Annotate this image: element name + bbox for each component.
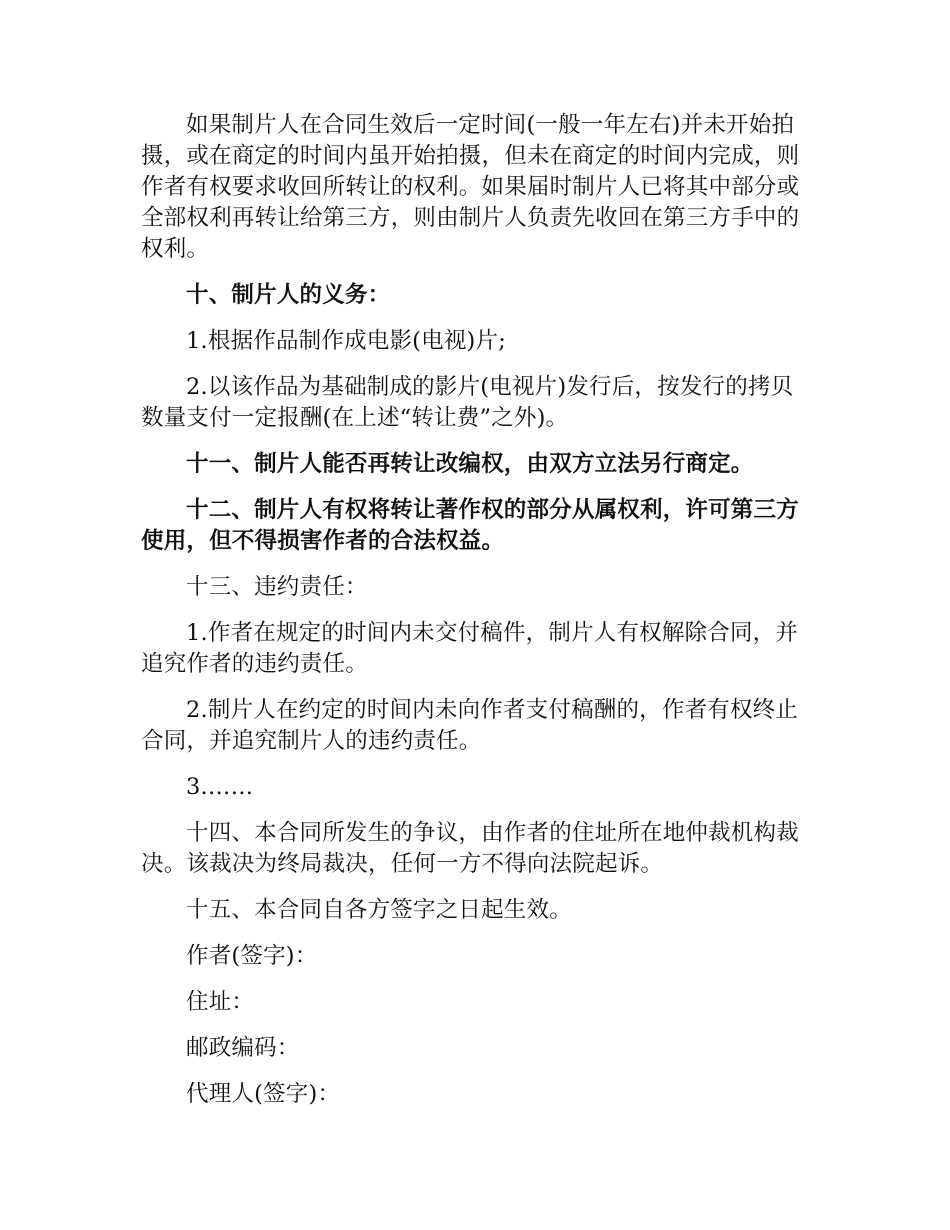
heading-breach-liability: 十三、违约责任： [186, 574, 368, 600]
agent-signature-line: 代理人(签字)： [186, 1081, 341, 1107]
author-signature-line: 作者(签字)： [186, 943, 318, 969]
heading-producer-obligations: 十、制片人的义务： [186, 282, 391, 308]
breach-item-2: 2.制片人在约定的时间内未向作者支付稿酬的，作者有权终止合同，并追究制片人的违约责任。 [141, 697, 799, 754]
breach-item-3: 3.…… [186, 774, 254, 800]
clause-fourteen: 十四、本合同所发生的争议，由作者的住址所在地仲裁机构裁决。该裁决为终局裁决，任何一方不得向法院起诉。 [141, 820, 799, 877]
breach-item-1: 1.作者在规定的时间内未交付稿件，制片人有权解除合同，并追究作者的违约责任。 [141, 620, 799, 677]
clause-twelve: 十二、制片人有权将转让著作权的部分从属权利，许可第三方使用，但不得损害作者的合法权益。 [141, 497, 799, 554]
document-body [141, 110, 813, 1125]
obligation-item-1: 1.根据作品制作成电影(电视)片; [186, 328, 507, 354]
address-line: 住址： [186, 989, 255, 1015]
clause-fifteen: 十五、本合同自各方签字之日起生效。 [186, 897, 572, 923]
paragraph-rights-recovery: 如果制片人在合同生效后一定时间(一般一年左右)并未开始拍摄，或在商定的时间内虽开始拍摄，但未在商定的时间内完成，则作者有权要求收回所转让的权利。如果届时制片人已将其中部分或全部权利再转让给第三方，则由制片人负责先收回在第三方手中的权利。 [141, 112, 800, 262]
clause-eleven: 十一、制片人能否再转让改编权，由双方立法另行商定。 [186, 451, 754, 477]
postal-code-line: 邮政编码： [186, 1035, 300, 1061]
obligation-item-2: 2.以该作品为基础制成的影片(电视片)发行后，按发行的拷贝数量支付一定报酬(在上述“转让费”之外)。 [141, 374, 794, 431]
